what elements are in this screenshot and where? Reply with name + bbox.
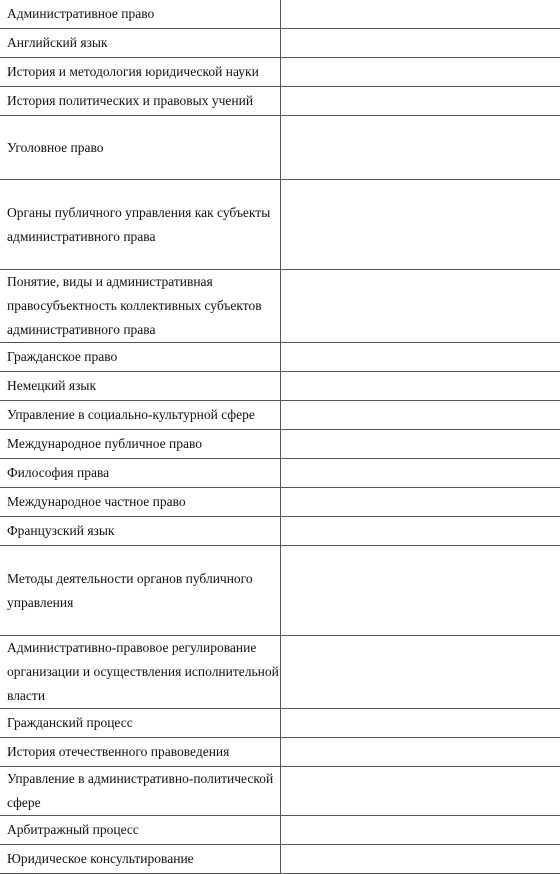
table-row bbox=[0, 845, 560, 874]
subject-name-cell: Философия права bbox=[0, 459, 281, 488]
subject-value-cell bbox=[281, 116, 560, 180]
subject-value-cell bbox=[281, 738, 560, 767]
subject-name-cell: Международное частное право bbox=[0, 488, 281, 517]
table-row bbox=[0, 29, 560, 58]
subject-name-cell: История политических и правовых учений bbox=[0, 87, 281, 116]
table-row bbox=[0, 87, 560, 116]
subject-name-cell: Понятие, виды и административная правосубъектность коллективных субъектов административного права bbox=[0, 270, 281, 343]
subject-name-cell: Гражданское право bbox=[0, 343, 281, 372]
subject-name-cell: Административное право bbox=[0, 0, 281, 29]
subject-name-cell: Арбитражный процесс bbox=[0, 816, 281, 845]
table-row bbox=[0, 0, 560, 29]
subject-name-cell: Управление в административно-политической сфере bbox=[0, 767, 281, 816]
subject-name-cell: История и методология юридической науки bbox=[0, 58, 281, 87]
subject-value-cell bbox=[281, 87, 560, 116]
subject-name-cell: Немецкий язык bbox=[0, 372, 281, 401]
subject-value-cell bbox=[281, 0, 560, 29]
table-row bbox=[0, 430, 560, 459]
subject-name-cell: Международное публичное право bbox=[0, 430, 281, 459]
table-row bbox=[0, 270, 560, 343]
subject-value-cell bbox=[281, 488, 560, 517]
subject-name-cell: Управление в социально-культурной сфере bbox=[0, 401, 281, 430]
table-row bbox=[0, 709, 560, 738]
table-row bbox=[0, 517, 560, 546]
subject-value-cell bbox=[281, 430, 560, 459]
subject-name-cell: Органы публичного управления как субъекты административного права bbox=[0, 180, 281, 270]
subject-value-cell bbox=[281, 636, 560, 709]
subject-name-cell: Английский язык bbox=[0, 29, 281, 58]
subject-name-cell: Французский язык bbox=[0, 517, 281, 546]
subject-value-cell bbox=[281, 180, 560, 270]
subject-value-cell bbox=[281, 816, 560, 845]
table-row bbox=[0, 816, 560, 845]
table-row bbox=[0, 372, 560, 401]
table-row bbox=[0, 459, 560, 488]
table-row bbox=[0, 488, 560, 517]
table-row bbox=[0, 116, 560, 180]
table-row bbox=[0, 180, 560, 270]
subject-name-cell: Методы деятельности органов публичного управления bbox=[0, 546, 281, 636]
subject-name-cell: Уголовное право bbox=[0, 116, 281, 180]
subject-value-cell bbox=[281, 372, 560, 401]
subject-value-cell bbox=[281, 343, 560, 372]
subject-name-cell: История отечественного правоведения bbox=[0, 738, 281, 767]
table-row bbox=[0, 546, 560, 636]
subject-name-cell: Гражданский процесс bbox=[0, 709, 281, 738]
subject-value-cell bbox=[281, 29, 560, 58]
subject-name-cell: Административно-правовое регулирование организации и осуществления исполнительной власти bbox=[0, 636, 281, 709]
subject-value-cell bbox=[281, 459, 560, 488]
table-row bbox=[0, 636, 560, 709]
subject-value-cell bbox=[281, 546, 560, 636]
subject-value-cell bbox=[281, 709, 560, 738]
subject-value-cell bbox=[281, 270, 560, 343]
table-row bbox=[0, 58, 560, 87]
subject-value-cell bbox=[281, 767, 560, 816]
subject-name-cell: Юридическое консультирование bbox=[0, 845, 281, 874]
subject-value-cell bbox=[281, 401, 560, 430]
table-row bbox=[0, 767, 560, 816]
table-row bbox=[0, 738, 560, 767]
table-row bbox=[0, 401, 560, 430]
subject-value-cell bbox=[281, 845, 560, 874]
subject-value-cell bbox=[281, 517, 560, 546]
table-row bbox=[0, 343, 560, 372]
subject-value-cell bbox=[281, 58, 560, 87]
